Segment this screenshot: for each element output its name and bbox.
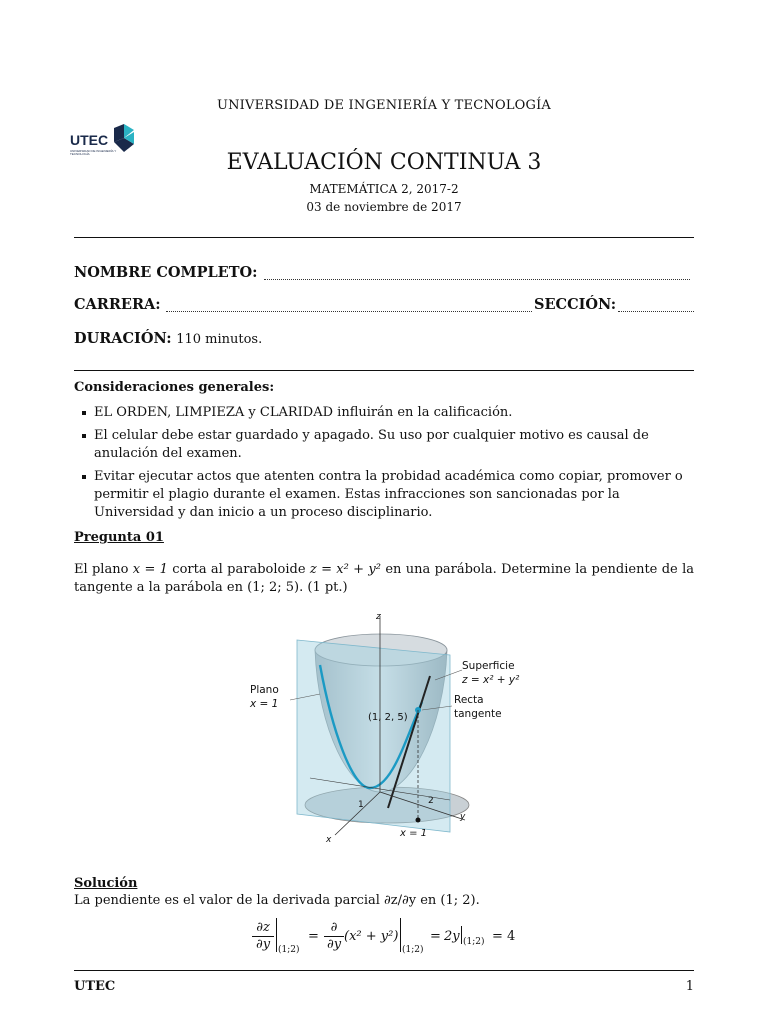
bottom-equation: x = 1 — [400, 828, 428, 839]
result-rhs: = 4 — [492, 929, 516, 944]
logo-subtext: UNIVERSIDAD DE INGENIERÍA Y TECNOLOGÍA — [70, 149, 117, 156]
solution-text: La pendiente es el valor de la derivada parcial ∂z/∂y en (1; 2). — [74, 893, 480, 908]
considerations-title: Consideraciones generales: — [74, 380, 275, 395]
list-item: El celular debe estar guardado y apagado. Su uso por cualquier motivo es causal de anulación del examen. — [74, 427, 694, 463]
course-name: MATEMÁTICA 2, 2017-2 — [309, 182, 459, 196]
page-number: 1 — [685, 979, 694, 994]
solution-formula — [252, 918, 532, 964]
eval-bar-2 — [400, 918, 401, 952]
logo-mark-icon — [112, 124, 136, 152]
y-axis-label: y — [460, 812, 466, 822]
fields-divider — [74, 370, 694, 371]
tick-1-label: 1 — [358, 800, 364, 810]
bullet-icon — [82, 411, 86, 415]
section-dotted-line[interactable] — [618, 311, 694, 312]
math-paraboloid: z = x² + y² — [309, 562, 381, 577]
logo-text: UTEC — [70, 132, 109, 148]
duration-field — [74, 330, 694, 350]
base-point — [416, 818, 421, 823]
equals-2: = — [430, 929, 441, 944]
career-label: CARRERA: — [74, 296, 161, 313]
tangent-label: Recta — [454, 694, 484, 706]
plane-equation: x = 1 — [250, 698, 279, 710]
equals-1: = — [308, 929, 319, 944]
career-field[interactable] — [74, 296, 694, 316]
name-dotted-line[interactable] — [264, 279, 690, 280]
footer-divider — [74, 970, 694, 971]
surface-label: Superficie — [462, 660, 515, 672]
duration-label: DURACIÓN: — [74, 330, 172, 347]
eval-bar-3 — [461, 926, 462, 944]
eval-subscript-1: (1;2) — [278, 945, 300, 955]
eval-bar-1 — [276, 918, 277, 952]
math-plane: x = 1 — [132, 562, 168, 577]
result-lhs: 2y — [444, 929, 460, 944]
bullet-icon — [82, 475, 86, 479]
exam-title: EVALUACIÓN CONTINUA 3 — [226, 150, 542, 175]
x-axis-label: x — [326, 835, 332, 845]
question-title: Pregunta 01 — [74, 530, 164, 545]
header-divider — [74, 237, 694, 238]
career-dotted-line[interactable] — [166, 311, 532, 312]
inner-expression: (x² + y²) — [344, 929, 399, 944]
name-label: NOMBRE COMPLETO: — [74, 264, 258, 281]
tick-2-label: 2 — [428, 796, 434, 806]
name-field[interactable] — [74, 264, 694, 284]
duration-value: 110 minutos. — [176, 332, 263, 347]
fraction-lhs: ∂z ∂y — [252, 920, 274, 953]
question-text: El plano x = 1 corta al paraboloide z = x² + y² en una parábola. Determine la pendiente de la tangente a la parábola en (1; 2; 5). (1 pt.) — [74, 562, 694, 595]
footer-left: UTEC — [74, 979, 116, 994]
z-axis-label: z — [376, 612, 381, 622]
considerations-list — [74, 404, 694, 527]
exam-date: 03 de noviembre de 2017 — [306, 200, 462, 214]
solution-title: Solución — [74, 876, 138, 891]
plane-label: Plano — [250, 684, 279, 696]
section-label: SECCIÓN: — [534, 296, 617, 313]
list-item: EL ORDEN, LIMPIEZA y CLARIDAD influirán en la calificación. — [74, 404, 694, 422]
point-label: (1, 2, 5) — [368, 712, 408, 723]
eval-subscript-2: (1;2) — [402, 945, 424, 955]
list-item: Evitar ejecutar actos que atenten contra la probidad académica como copiar, promover o permitir el plagio durante el examen. Estas infracciones son sancionadas por la Universidad y dan inicio a un proceso disciplinario. — [74, 468, 694, 522]
eval-subscript-3: (1;2) — [463, 937, 485, 947]
bullet-icon — [82, 434, 86, 438]
surface-equation: z = x² + y² — [462, 674, 520, 686]
fraction-mid: ∂ ∂y — [324, 920, 344, 953]
paraboloid-figure — [240, 610, 530, 850]
university-name: UNIVERSIDAD DE INGENIERÍA Y TECNOLOGÍA — [216, 98, 552, 113]
tangent-label-2: tangente — [454, 708, 502, 720]
figure-graphic — [240, 610, 530, 850]
